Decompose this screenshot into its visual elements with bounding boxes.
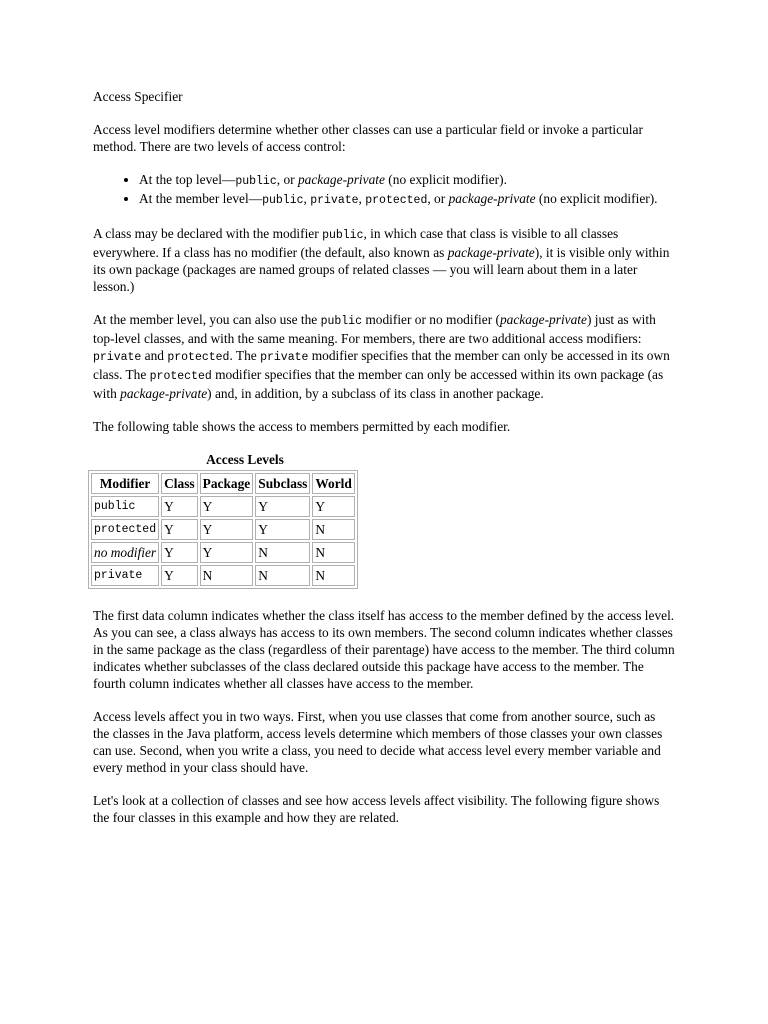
header-package: Package	[200, 473, 254, 494]
table-row	[91, 496, 355, 517]
cell-package: Y	[200, 519, 254, 540]
access-control-list	[93, 171, 675, 209]
table-header-row	[91, 473, 355, 494]
access-levels-affect-paragraph: Access levels affect you in two ways. First, when you use classes that come from another source, such as the classes in the Java platform, access levels determine which members of those classes your own classes can use. Second, when you write a class, you need to decide what access level every member variable and every method in your class should have.	[93, 709, 663, 775]
data-columns-paragraph: The first data column indicates whether the class itself has access to the member defined by the access level. As you can see, a class always has access to its own members. The second column indicates whether classes in the same package as the class (regardless of their parentage) have access to the member. The third column indicates whether subclasses of the class declared outside this package have access to the member. The fourth column indicates whether all classes have access to the member.	[93, 608, 675, 691]
cell-subclass: Y	[255, 496, 310, 517]
cell-class: Y	[161, 496, 198, 517]
table-row	[91, 542, 355, 563]
header-subclass: Subclass	[255, 473, 310, 494]
cell-modifier: private	[91, 565, 159, 586]
header-modifier: Modifier	[91, 473, 159, 494]
figure-intro-paragraph: Let's look at a collection of classes and see how access levels affect visibility. The following figure shows the four classes in this example and how they are related.	[93, 793, 660, 825]
header-world: World	[312, 473, 354, 494]
cell-subclass: N	[255, 542, 310, 563]
cell-subclass: Y	[255, 519, 310, 540]
document-body	[93, 88, 675, 842]
access-levels-table	[88, 470, 358, 589]
page-title: Access Specifier	[93, 89, 183, 104]
cell-package: Y	[200, 542, 254, 563]
cell-world: Y	[312, 496, 354, 517]
list-item-top-level: • At the top level—public, or package-private (no explicit modifier).	[139, 171, 675, 190]
cell-world: N	[312, 519, 354, 540]
cell-subclass: N	[255, 565, 310, 586]
cell-modifier: protected	[91, 519, 159, 540]
cell-modifier: no modifier	[91, 542, 159, 563]
cell-world: N	[312, 565, 354, 586]
intro-paragraph: Access level modifiers determine whether other classes can use a particular field or invoke a particular method. There are two levels of access control:	[93, 122, 643, 154]
class-modifier-paragraph: A class may be declared with the modifier public, in which case that class is visible to all classes everywhere. If a class has no modifier (the default, also known as package-private), it is visible only within its own package (packages are named groups of related classes — you will learn about them in a later lesson.)	[93, 226, 670, 294]
table-caption: Access Levels	[206, 452, 284, 467]
member-level-paragraph: At the member level, you can also use the public modifier or no modifier (package-private) just as with top-level classes, and with the same meaning. For members, there are two additional access modifiers: private and protected. The private modifier specifies that the member can only be accessed in its own class. The protected modifier specifies that the member can only be accessed within its own package (as with package-private) and, in addition, by a subclass of its class in another package.	[93, 312, 670, 401]
header-class: Class	[161, 473, 198, 494]
cell-world: N	[312, 542, 354, 563]
table-row	[91, 565, 355, 586]
cell-class: Y	[161, 565, 198, 586]
cell-modifier: public	[91, 496, 159, 517]
cell-package: Y	[200, 496, 254, 517]
cell-class: Y	[161, 542, 198, 563]
access-levels-table-wrap	[88, 451, 675, 589]
list-item-member-level: • At the member level—public, private, protected, or package-private (no explicit modifier).	[139, 190, 675, 209]
cell-class: Y	[161, 519, 198, 540]
table-intro-paragraph: The following table shows the access to members permitted by each modifier.	[93, 419, 511, 434]
table-row	[91, 519, 355, 540]
cell-package: N	[200, 565, 254, 586]
